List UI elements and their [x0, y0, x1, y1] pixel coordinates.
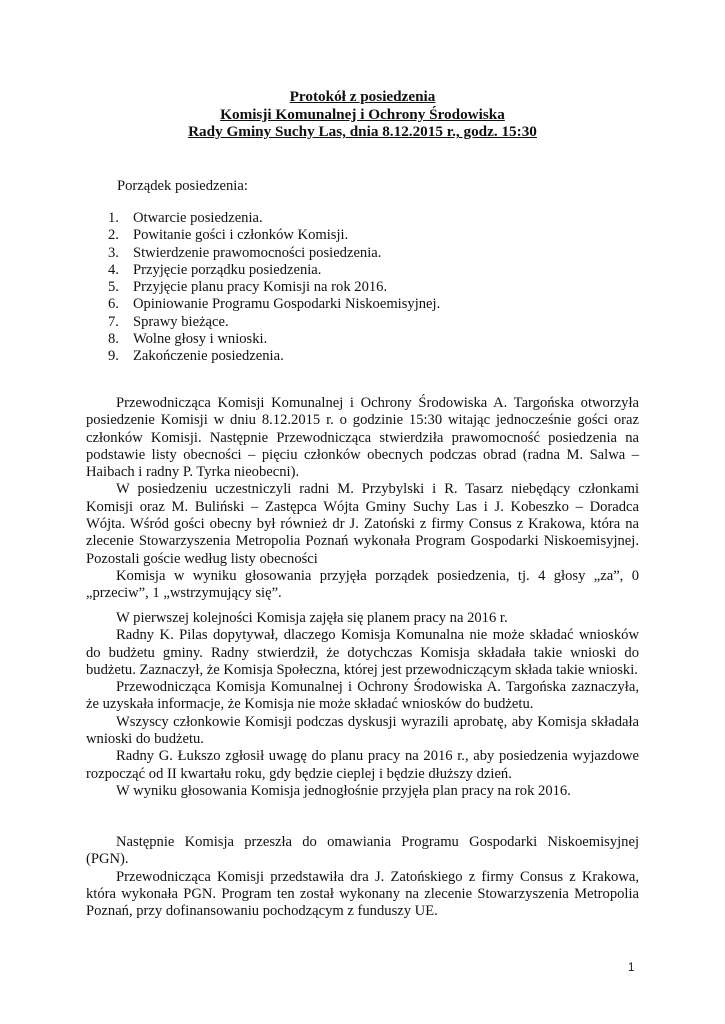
- agenda-item: [108, 262, 440, 279]
- agenda-item-number: 8.: [108, 331, 119, 348]
- agenda-item-text: Otwarcie posiedzenia.: [133, 210, 263, 226]
- agenda-item-number: 3.: [108, 244, 119, 261]
- agenda-item: [108, 314, 440, 331]
- agenda-item-text: Opiniowanie Programu Gospodarki Niskoemisyjnej.: [133, 296, 441, 313]
- section-pgn: [86, 834, 639, 920]
- agenda-item: [108, 279, 440, 296]
- agenda-item-text: Zakończenie posiedzenia.: [133, 348, 284, 365]
- agenda-item-number: 2.: [108, 227, 119, 244]
- agenda-list: [108, 210, 440, 366]
- title-line-3: Rady Gminy Suchy Las, dnia 8.12.2015 r., godz. 15:30: [188, 123, 537, 141]
- agenda-item-number: 9.: [108, 348, 119, 365]
- agenda-item: [108, 348, 440, 365]
- section-work-plan: [86, 610, 639, 800]
- paragraph: Wszyscy członkowie Komisji podczas dyskusji wyrazili aprobatę, aby Komisja składała wnioski do budżetu.: [86, 713, 639, 748]
- agenda-item-number: 1.: [108, 210, 119, 226]
- page-number: 1: [628, 962, 635, 974]
- paragraph: W pierwszej kolejności Komisja zajęła się planem pracy na 2016 r.: [116, 610, 508, 626]
- section-opening: [86, 395, 639, 603]
- agenda-item-text: Sprawy bieżące.: [133, 313, 229, 330]
- agenda-item-number: 4.: [108, 261, 119, 278]
- title-line-1: Protokół z posiedzenia: [289, 88, 436, 105]
- paragraph: Radny K. Pilas dopytywał, dlaczego Komisja Komunalna nie może składać wniosków do budżetu gminy. Radny stwierdził, że dotychczas Komisja składała takie wnioski do budżetu. Zaznaczył, że Komisja Społeczna, której jest przewodniczącym składa takie wnioski.: [86, 627, 639, 678]
- agenda-item-number: 6.: [108, 296, 119, 313]
- agenda-item: [108, 210, 440, 227]
- paragraph: Przewodnicząca Komisji przedstawiła dra J. Zatońskiego z firmy Consus z Krakowa, która wykonała PGN. Program ten został wykonany na zlecenie Stowarzyszenia Metropolia Poznań, przy dofinansowaniu pochodzącym z funduszy UE.: [86, 868, 639, 920]
- document-title: [0, 88, 725, 141]
- agenda-item: [108, 245, 440, 262]
- agenda-heading: Porządek posiedzenia:: [117, 178, 248, 194]
- agenda-item-text: Stwierdzenie prawomocności posiedzenia.: [133, 244, 382, 261]
- agenda-item-text: Przyjęcie porządku posiedzenia.: [133, 261, 322, 278]
- agenda-item-number: 5.: [108, 279, 119, 296]
- agenda-item-number: 7.: [108, 313, 119, 330]
- paragraph: W wyniku głosowania Komisja jednogłośnie przyjęła plan pracy na rok 2016.: [116, 782, 571, 799]
- paragraph: Przewodnicząca Komisji Komunalnej i Ochrony Środowiska A. Targońska otworzyła posiedzenie Komisji w dniu 8.12.2015 r. o godzinie 15:30 witając jednocześnie gości oraz członków Komisji. Następnie Przewodnicząca stwierdziła prawomocność posiedzenia na podstawie listy obecności – pięciu członków obecnych podczas obrad (radna M. Salwa – Haibach i radny P. Tyrka nieobecni).: [86, 395, 639, 481]
- paragraph: W posiedzeniu uczestniczyli radni M. Przybylski i R. Tasarz niebędący członkami Komisji oraz M. Buliński – Zastępca Wójta Gminy Suchy Las i J. Kobeszko – Doradca Wójta. Wśród gości obecny był również dr J. Zatoński z firmy Consus z Krakowa, która na zlecenie Stowarzyszenia Metropolia Poznań wykonała Program Gospodarki Niskoemisyjnej. Pozostali goście według listy obecności: [86, 481, 639, 567]
- paragraph: Następnie Komisja przeszła do omawiania Programu Gospodarki Niskoemisyjnej (PGN).: [86, 834, 639, 868]
- agenda-item-text: Wolne głosy i wnioski.: [133, 331, 268, 348]
- agenda-item-text: Powitanie gości i członków Komisji.: [133, 227, 349, 244]
- agenda-item-text: Przyjęcie planu pracy Komisji na rok 2016.: [133, 279, 388, 296]
- agenda-item: [108, 296, 440, 313]
- paragraph: Przewodnicząca Komisja Komunalnej i Ochrony Środowiska A. Targońska zaznaczyła, że uzyskała informacje, że Komisja nie może składać wniosków do budżetu.: [86, 679, 639, 713]
- paragraph: Radny G. Łukszo zgłosił uwagę do planu pracy na 2016 r., aby posiedzenia wyjazdowe rozpocząć od II kwartału roku, gdy będzie cieplej i będzie dłuższy dzień.: [86, 748, 639, 782]
- agenda-item: [108, 331, 440, 348]
- agenda-item: [108, 227, 440, 244]
- paragraph: Komisja w wyniku głosowania przyjęła porządek posiedzenia, tj. 4 głosy „za”, 0 „przeciw”, 1 „wstrzymujący się”.: [86, 567, 639, 602]
- title-line-2: Komisji Komunalnej i Ochrony Środowiska: [220, 105, 505, 123]
